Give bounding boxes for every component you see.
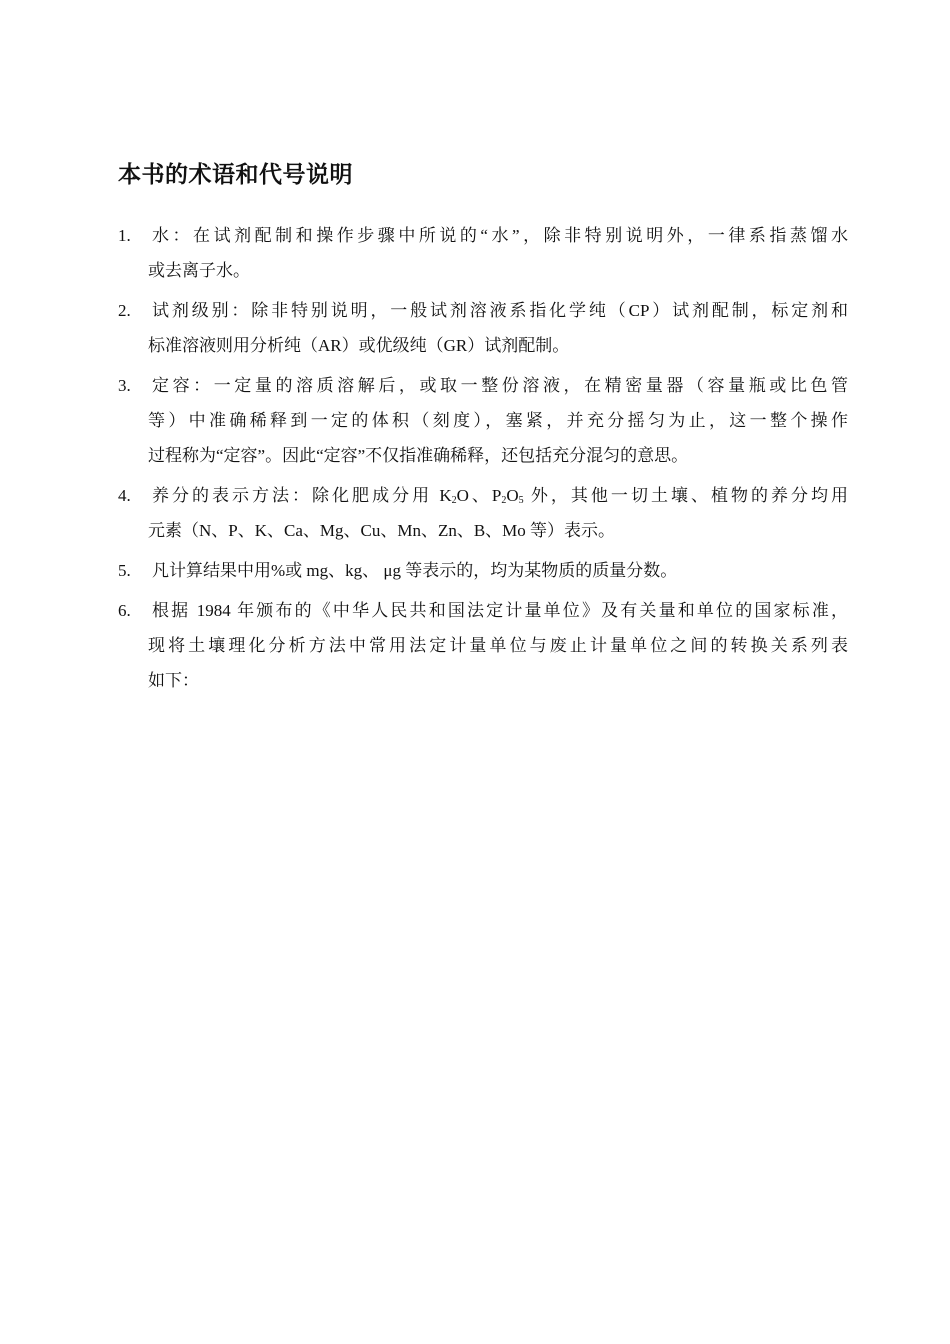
list-item bbox=[118, 553, 848, 588]
item-line: 或去离子水。 bbox=[148, 261, 250, 280]
list-item bbox=[118, 218, 848, 288]
item-line: 现将土壤理化分析方法中常用法定计量单位与废止计量单位之间的转换关系列表 bbox=[148, 636, 848, 655]
item-line: 如下： bbox=[148, 671, 199, 690]
item-line: 等）中准确稀释到一定的体积（刻度），塞紧，并充分摇匀为止，这一整个操作 bbox=[148, 411, 848, 430]
list-item bbox=[118, 478, 848, 548]
item-line: 凡计算结果中用%或 mg、kg、 μg 等表示的，均为某物质的质量分数。 bbox=[152, 561, 678, 580]
item-line: 定容：一定量的溶质溶解后，或取一整份溶液，在精密量器（容量瓶或比色管 bbox=[152, 376, 848, 395]
item-line bbox=[148, 478, 848, 513]
item-line: 过程称为“定容”。因此“定容”不仅指准确稀释，还包括充分混匀的意思。 bbox=[148, 446, 689, 465]
text-fragment: O bbox=[506, 486, 519, 505]
list-item bbox=[118, 293, 848, 363]
subscript: 5 bbox=[518, 495, 524, 506]
item-number: 6. bbox=[118, 601, 131, 620]
text-fragment: 外，其他一切土壤、植物的养分均用 bbox=[523, 486, 849, 505]
item-number: 3. bbox=[118, 376, 131, 395]
item-number: 4. bbox=[118, 486, 131, 505]
list-item bbox=[118, 368, 848, 473]
item-line: 水：在试剂配制和操作步骤中所说的“水”，除非特别说明外，一律系指蒸馏水 bbox=[152, 226, 848, 245]
item-line: 根据 1984 年颁布的《中华人民共和国法定计量单位》及有关量和单位的国家标准， bbox=[152, 601, 848, 620]
item-line: 元素（N、P、K、Ca、Mg、Cu、Mn、Zn、B、Mo 等）表示。 bbox=[148, 521, 616, 540]
item-line: 试剂级别：除非特别说明，一般试剂溶液系指化学纯（CP）试剂配制，标定剂和 bbox=[152, 301, 848, 320]
terms-list bbox=[118, 218, 848, 703]
list-item bbox=[118, 593, 848, 698]
subscript: 2 bbox=[501, 495, 507, 506]
item-line: 标准溶液则用分析纯（AR）或优级纯（GR）试剂配制。 bbox=[148, 336, 570, 355]
item-number: 1. bbox=[118, 226, 131, 245]
text-fragment: O、P bbox=[456, 486, 502, 505]
text-fragment: 养分的表示方法：除化肥成分用 K bbox=[152, 486, 452, 505]
page-title: 本书的术语和代号说明 bbox=[118, 162, 353, 188]
item-number: 2. bbox=[118, 301, 131, 320]
item-number: 5. bbox=[118, 561, 131, 580]
subscript: 2 bbox=[451, 495, 457, 506]
